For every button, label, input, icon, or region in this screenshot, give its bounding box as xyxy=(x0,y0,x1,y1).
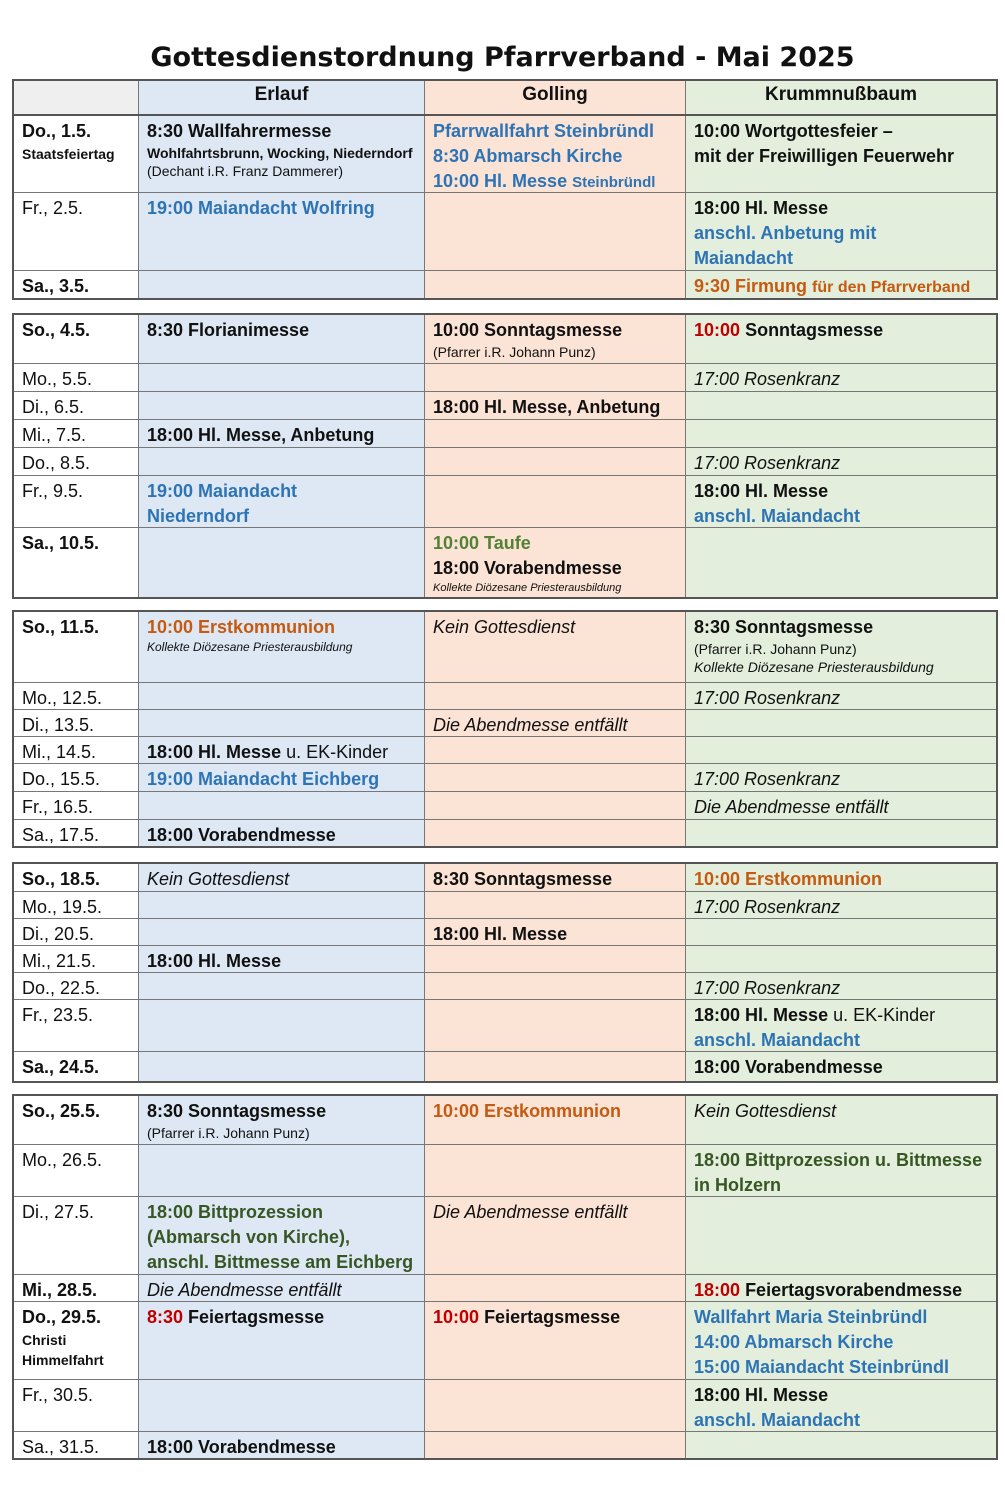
krumm-cell xyxy=(685,1197,996,1274)
day-label: Sa., 3.5. xyxy=(22,276,90,296)
table-row xyxy=(14,791,996,819)
event: 18:00 Hl. Messe xyxy=(694,1005,829,1025)
event: Die Abendmesse entfällt xyxy=(433,715,628,735)
erlauf-cell xyxy=(138,683,424,709)
golling-cell xyxy=(424,1275,685,1301)
event: 10:00 Taufe xyxy=(433,533,531,553)
table-row xyxy=(14,736,996,763)
erlauf-cell xyxy=(138,448,424,475)
krumm-cell xyxy=(685,1302,996,1379)
day-label: Mo., 12.5. xyxy=(22,688,103,708)
krumm-cell xyxy=(685,892,996,918)
page-title: Gottesdienstordnung Pfarrverband - Mai 2025 xyxy=(150,42,855,73)
erlauf-cell xyxy=(138,1302,424,1379)
event: 10:00 Erstkommunion xyxy=(433,1101,622,1121)
event: anschl. Maiandacht xyxy=(694,506,861,526)
golling-cell xyxy=(424,764,685,791)
erlauf-cell xyxy=(138,476,424,527)
day-label: Fr., 2.5. xyxy=(22,198,84,218)
day-label: So., 4.5. xyxy=(22,320,91,340)
header-blank xyxy=(14,81,138,114)
event: 9:30 Firmung xyxy=(694,276,808,296)
day-label: Sa., 17.5. xyxy=(22,825,100,845)
event: 18:00 Vorabendmesse xyxy=(147,825,336,845)
event: 17:00 Rosenkranz xyxy=(694,453,841,473)
erlauf-cell xyxy=(138,1145,424,1196)
day-label: Do., 15.5. xyxy=(22,769,101,789)
krumm-cell xyxy=(685,764,996,791)
day-label: Mo., 19.5. xyxy=(22,897,103,917)
krumm-cell xyxy=(685,392,996,419)
krumm-cell xyxy=(685,271,996,298)
day-cell xyxy=(14,919,138,945)
golling-cell xyxy=(424,1432,685,1458)
event: Feiertagsvorabendmesse xyxy=(745,1280,963,1300)
golling-cell xyxy=(424,364,685,391)
erlauf-cell xyxy=(138,315,424,363)
krumm-cell xyxy=(685,1052,996,1081)
erlauf-cell xyxy=(138,392,424,419)
day-label: Do., 29.5. xyxy=(22,1307,102,1327)
event: 18:00 Bittprozession xyxy=(147,1202,324,1222)
day-label: So., 18.5. xyxy=(22,869,101,889)
golling-cell xyxy=(424,1380,685,1431)
event: 17:00 Rosenkranz xyxy=(694,978,841,998)
table-row xyxy=(14,391,996,419)
event: 14:00 Abmarsch Kirche xyxy=(694,1332,894,1352)
day-label: Sa., 24.5. xyxy=(22,1057,100,1077)
krumm-cell xyxy=(685,116,996,192)
day-cell xyxy=(14,737,138,763)
erlauf-cell xyxy=(138,271,424,298)
erlauf-cell xyxy=(138,193,424,270)
event: 8:30 Sonntagsmesse xyxy=(433,869,613,889)
event-detail: Kollekte Diözesane Priesterausbildung xyxy=(433,582,622,594)
day-note: Himmelfahrt xyxy=(22,1352,104,1368)
table-row xyxy=(14,419,996,447)
golling-cell xyxy=(424,1000,685,1051)
erlauf-cell xyxy=(138,892,424,918)
table-row xyxy=(14,612,996,682)
event-place: Steinbründl xyxy=(572,174,656,191)
day-label: Mi., 21.5. xyxy=(22,951,97,971)
day-cell xyxy=(14,116,138,192)
event: 19:00 Maiandacht xyxy=(147,481,298,501)
event: 18:00 Hl. Messe, Anbetung xyxy=(147,425,375,445)
krumm-cell xyxy=(685,1380,996,1431)
event: in Holzern xyxy=(694,1175,782,1195)
event-detail: u. EK-Kinder xyxy=(833,1005,936,1025)
event: 17:00 Rosenkranz xyxy=(694,369,841,389)
golling-cell xyxy=(424,420,685,447)
day-label: Do., 1.5. xyxy=(22,121,92,141)
day-cell xyxy=(14,476,138,527)
event: Kein Gottesdienst xyxy=(147,869,290,889)
schedule-block-week4 xyxy=(12,862,998,1083)
erlauf-cell xyxy=(138,1096,424,1144)
day-cell xyxy=(14,1000,138,1051)
golling-cell xyxy=(424,792,685,819)
day-cell xyxy=(14,946,138,972)
event: 8:30 Wallfahrermesse xyxy=(147,121,332,141)
table-row xyxy=(14,475,996,527)
erlauf-cell xyxy=(138,420,424,447)
header-erlauf: Erlauf xyxy=(138,81,424,114)
day-cell xyxy=(14,1302,138,1379)
day-label: Fr., 16.5. xyxy=(22,797,94,817)
day-label: Fr., 30.5. xyxy=(22,1385,94,1405)
table-row xyxy=(14,1051,996,1081)
krumm-cell xyxy=(685,1275,996,1301)
table-row xyxy=(14,1196,996,1274)
event: 17:00 Rosenkranz xyxy=(694,769,841,789)
event: anschl. Bittmesse am Eichberg xyxy=(147,1252,414,1272)
day-label: Mo., 5.5. xyxy=(22,369,93,389)
day-note: Staatsfeiertag xyxy=(22,146,115,162)
event-detail: (Pfarrer i.R. Johann Punz) xyxy=(694,641,857,657)
erlauf-cell xyxy=(138,764,424,791)
table-row xyxy=(14,527,996,597)
event: 10:00 Sonntagsmesse xyxy=(433,320,623,340)
day-cell xyxy=(14,528,138,597)
event: 19:00 Maiandacht Wolfring xyxy=(147,198,375,218)
day-cell xyxy=(14,392,138,419)
table-row xyxy=(14,763,996,791)
event: Maiandacht xyxy=(694,248,794,268)
event-detail: Kollekte Diözesane Priesterausbildung xyxy=(694,659,934,675)
day-cell xyxy=(14,792,138,819)
krumm-cell xyxy=(685,820,996,846)
erlauf-cell xyxy=(138,946,424,972)
krumm-cell xyxy=(685,737,996,763)
day-cell xyxy=(14,1432,138,1458)
golling-cell xyxy=(424,116,685,192)
table-row xyxy=(14,1144,996,1196)
krumm-cell xyxy=(685,1096,996,1144)
event: 17:00 Rosenkranz xyxy=(694,688,841,708)
krumm-cell xyxy=(685,364,996,391)
event xyxy=(433,169,677,192)
event-time: 10:00 Hl. Messe xyxy=(433,171,568,191)
event: Kein Gottesdienst xyxy=(433,617,576,637)
day-label: Fr., 9.5. xyxy=(22,481,84,501)
event-detail: Kollekte Diözesane Priesterausbildung xyxy=(147,640,353,654)
event: 18:00 Vorabendmesse xyxy=(147,1437,336,1457)
golling-cell xyxy=(424,820,685,846)
table-row xyxy=(14,1301,996,1379)
table-row xyxy=(14,447,996,475)
erlauf-cell xyxy=(138,1432,424,1458)
erlauf-cell xyxy=(138,116,424,192)
day-cell xyxy=(14,448,138,475)
golling-cell xyxy=(424,476,685,527)
day-cell xyxy=(14,1052,138,1081)
day-cell xyxy=(14,612,138,682)
krumm-cell xyxy=(685,864,996,891)
header-krummnussbaum: Krummnußbaum xyxy=(685,81,996,114)
event: Niederndorf xyxy=(147,506,250,526)
table-row xyxy=(14,315,996,363)
event: 18:00 Hl. Messe xyxy=(694,481,829,501)
golling-cell xyxy=(424,448,685,475)
krumm-cell xyxy=(685,919,996,945)
event: 18:00 Bittprozession u. Bittmesse xyxy=(694,1150,983,1170)
event-detail: u. EK-Kinder xyxy=(286,742,389,762)
day-label: Di., 13.5. xyxy=(22,715,95,735)
erlauf-cell xyxy=(138,612,424,682)
golling-cell xyxy=(424,683,685,709)
day-cell xyxy=(14,892,138,918)
erlauf-cell xyxy=(138,792,424,819)
golling-cell xyxy=(424,1052,685,1081)
event: 18:00 Hl. Messe xyxy=(147,742,282,762)
krumm-cell xyxy=(685,946,996,972)
event: 10:00 Wortgottesfeier – xyxy=(694,121,893,141)
event: Feiertagsmesse xyxy=(484,1307,621,1327)
golling-cell xyxy=(424,612,685,682)
day-cell xyxy=(14,820,138,846)
golling-cell xyxy=(424,946,685,972)
event: anschl. Maiandacht xyxy=(694,1410,861,1430)
table-row xyxy=(14,1096,996,1144)
event: 18:00 Vorabendmesse xyxy=(433,558,622,578)
table-row xyxy=(14,1379,996,1431)
golling-cell xyxy=(424,973,685,999)
day-label: Mi., 7.5. xyxy=(22,425,87,445)
event: 18:00 Hl. Messe xyxy=(433,924,568,944)
event: 19:00 Maiandacht Eichberg xyxy=(147,769,380,789)
event: Die Abendmesse entfällt xyxy=(433,1202,628,1222)
event: Sonntagsmesse xyxy=(745,320,884,340)
day-cell xyxy=(14,364,138,391)
schedule-block-week5 xyxy=(12,1094,998,1460)
golling-cell xyxy=(424,919,685,945)
event-detail: (Pfarrer i.R. Johann Punz) xyxy=(433,344,596,360)
event: 8:30 Florianimesse xyxy=(147,320,310,340)
golling-cell xyxy=(424,271,685,298)
golling-cell xyxy=(424,864,685,891)
table-header-row xyxy=(14,81,996,114)
event-time: 8:30 xyxy=(147,1307,184,1327)
golling-cell xyxy=(424,1197,685,1274)
day-label: Di., 27.5. xyxy=(22,1202,95,1222)
golling-cell xyxy=(424,528,685,597)
day-label: Do., 22.5. xyxy=(22,978,101,998)
event: 18:00 Vorabendmesse xyxy=(694,1057,883,1077)
event-detail: (Pfarrer i.R. Johann Punz) xyxy=(147,1125,310,1141)
event-time: 10:00 xyxy=(433,1307,480,1327)
event: Feiertagsmesse xyxy=(188,1307,325,1327)
day-label: Sa., 31.5. xyxy=(22,1437,100,1457)
event: 15:00 Maiandacht Steinbründl xyxy=(694,1357,950,1377)
day-cell xyxy=(14,1275,138,1301)
krumm-cell xyxy=(685,973,996,999)
krumm-cell xyxy=(685,1432,996,1458)
day-label: Di., 20.5. xyxy=(22,924,95,944)
erlauf-cell xyxy=(138,528,424,597)
golling-cell xyxy=(424,710,685,736)
golling-cell xyxy=(424,392,685,419)
schedule-block-week1 xyxy=(12,79,998,300)
krumm-cell xyxy=(685,710,996,736)
event: 18:00 Hl. Messe xyxy=(147,951,282,971)
day-label: Mo., 26.5. xyxy=(22,1150,103,1170)
day-label: So., 11.5. xyxy=(22,617,100,637)
day-label: So., 25.5. xyxy=(22,1101,101,1121)
event: mit der Freiwilligen Feuerwehr xyxy=(694,146,955,166)
day-cell xyxy=(14,973,138,999)
krumm-cell xyxy=(685,1000,996,1051)
event: 8:30 Sonntagsmesse xyxy=(147,1101,327,1121)
day-label: Mi., 14.5. xyxy=(22,742,97,762)
krumm-cell xyxy=(685,683,996,709)
event: Die Abendmesse entfällt xyxy=(694,797,889,817)
event: 10:00 Erstkommunion xyxy=(694,869,883,889)
event: anschl. Anbetung mit xyxy=(694,223,877,243)
erlauf-cell xyxy=(138,820,424,846)
day-label: Sa., 10.5. xyxy=(22,533,100,553)
day-cell xyxy=(14,315,138,363)
event: 18:00 Hl. Messe xyxy=(694,198,829,218)
golling-cell xyxy=(424,1145,685,1196)
day-cell xyxy=(14,1197,138,1274)
table-row xyxy=(14,192,996,270)
krumm-cell xyxy=(685,1145,996,1196)
event-detail: (Dechant i.R. Franz Dammerer) xyxy=(147,163,344,179)
golling-cell xyxy=(424,193,685,270)
event: 8:30 Sonntagsmesse xyxy=(694,617,874,637)
erlauf-cell xyxy=(138,1197,424,1274)
table-row xyxy=(14,945,996,972)
erlauf-cell xyxy=(138,710,424,736)
table-row xyxy=(14,363,996,391)
event-time: 18:00 xyxy=(694,1280,741,1300)
krumm-cell xyxy=(685,792,996,819)
day-cell xyxy=(14,1145,138,1196)
event-time: 10:00 xyxy=(694,320,741,340)
day-cell xyxy=(14,420,138,447)
schedule-block-week2 xyxy=(12,313,998,599)
erlauf-cell xyxy=(138,864,424,891)
erlauf-cell xyxy=(138,1380,424,1431)
table-row xyxy=(14,972,996,999)
day-cell xyxy=(14,193,138,270)
erlauf-cell xyxy=(138,919,424,945)
day-label: Mi., 28.5. xyxy=(22,1280,98,1300)
day-note: Christi xyxy=(22,1332,67,1348)
day-label: Di., 6.5. xyxy=(22,397,85,417)
table-row xyxy=(14,682,996,709)
event: 18:00 Hl. Messe xyxy=(694,1385,829,1405)
krumm-cell xyxy=(685,612,996,682)
event: Die Abendmesse entfällt xyxy=(147,1280,342,1300)
event: 18:00 Hl. Messe, Anbetung xyxy=(433,397,661,417)
table-row xyxy=(14,114,996,192)
event: 10:00 Erstkommunion xyxy=(147,617,336,637)
krumm-cell xyxy=(685,528,996,597)
krumm-cell xyxy=(685,420,996,447)
golling-cell xyxy=(424,1096,685,1144)
table-row xyxy=(14,709,996,736)
event: 17:00 Rosenkranz xyxy=(694,897,841,917)
day-cell xyxy=(14,710,138,736)
table-row xyxy=(14,891,996,918)
day-cell xyxy=(14,683,138,709)
erlauf-cell xyxy=(138,737,424,763)
day-cell xyxy=(14,764,138,791)
table-row xyxy=(14,1274,996,1301)
event: Kein Gottesdienst xyxy=(694,1101,837,1121)
krumm-cell xyxy=(685,448,996,475)
day-cell xyxy=(14,1096,138,1144)
erlauf-cell xyxy=(138,364,424,391)
day-label: Do., 8.5. xyxy=(22,453,91,473)
event: (Abmarsch von Kirche), xyxy=(147,1227,351,1247)
event-detail: für den Pfarrverband xyxy=(812,279,971,296)
erlauf-cell xyxy=(138,1052,424,1081)
golling-cell xyxy=(424,892,685,918)
event: Pfarrwallfahrt Steinbründl xyxy=(433,121,655,141)
golling-cell xyxy=(424,315,685,363)
schedule-block-week3 xyxy=(12,610,998,848)
table-row xyxy=(14,999,996,1051)
table-row xyxy=(14,918,996,945)
erlauf-cell xyxy=(138,1275,424,1301)
erlauf-cell xyxy=(138,1000,424,1051)
table-row xyxy=(14,270,996,298)
day-label: Fr., 23.5. xyxy=(22,1005,94,1025)
krumm-cell xyxy=(685,315,996,363)
event: Wallfahrt Maria Steinbründl xyxy=(694,1307,928,1327)
event-detail: Wohlfahrtsbrunn, Wocking, Niederndorf xyxy=(147,145,413,161)
erlauf-cell xyxy=(138,973,424,999)
day-cell xyxy=(14,1380,138,1431)
day-cell xyxy=(14,271,138,298)
header-golling: Golling xyxy=(424,81,685,114)
krumm-cell xyxy=(685,476,996,527)
table-row xyxy=(14,819,996,846)
day-cell xyxy=(14,864,138,891)
table-row xyxy=(14,864,996,891)
event: anschl. Maiandacht xyxy=(694,1030,861,1050)
golling-cell xyxy=(424,1302,685,1379)
table-row xyxy=(14,1431,996,1458)
krumm-cell xyxy=(685,193,996,270)
event: 8:30 Abmarsch Kirche xyxy=(433,146,623,166)
golling-cell xyxy=(424,737,685,763)
